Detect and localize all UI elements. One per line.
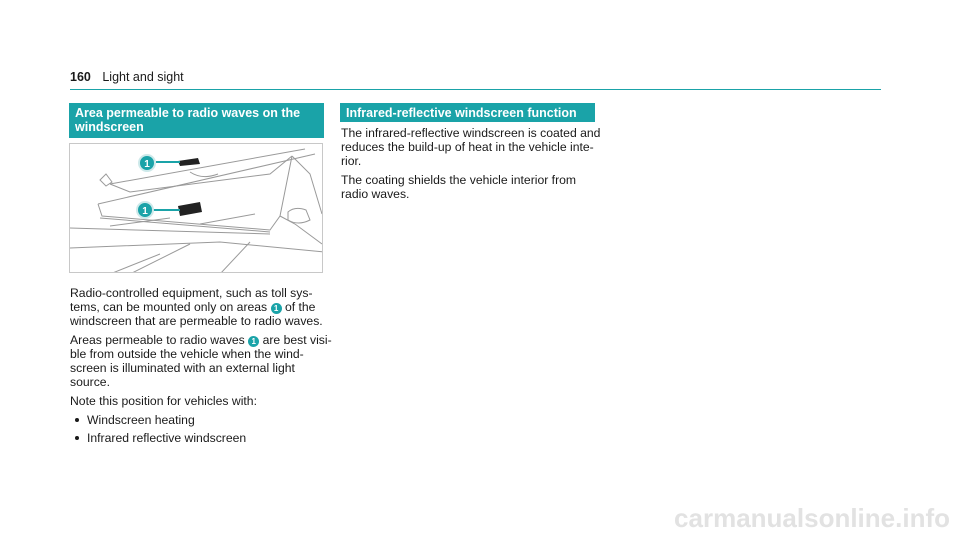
watermark-logo	[540, 505, 960, 533]
windscreen-figure	[69, 143, 323, 273]
paragraph-visibility: Areas permeable to radio waves 1 are best visible from outside the vehicle when the windscreen is illuminated with an external light source.	[70, 333, 332, 389]
list-item: Windscreen heating	[70, 413, 332, 427]
section-title-infrared: Infrared-reflective windscreen function	[340, 103, 595, 122]
page-header	[70, 70, 184, 84]
paragraph-mounting: Radio-controlled equipment, such as toll systems, can be mounted only on areas 1 of the windscreen that are permeable to radio waves.	[70, 286, 323, 328]
callout-badge: 1	[271, 303, 282, 314]
left-column-text	[70, 286, 332, 449]
svg-text:1: 1	[144, 159, 150, 170]
vehicle-feature-list	[70, 413, 332, 445]
paragraph-coating: The infrared-reflective windscreen is coated and reduces the build-up of heat in the vehicle interior.	[341, 126, 601, 168]
svg-text:1: 1	[142, 206, 148, 217]
list-item: Infrared reflective windscreen	[70, 431, 332, 445]
windscreen-illustration	[70, 144, 323, 273]
paragraph-note: Note this position for vehicles with:	[70, 394, 257, 408]
section-name: Light and sight	[102, 70, 184, 84]
svg-text:carmanualsonline.info: carmanualsonline.info	[674, 505, 950, 533]
section-title-radio-area: Area permeable to radio waves on the windscreen	[69, 103, 324, 138]
right-column-text	[341, 126, 601, 206]
callout-badge: 1	[248, 336, 259, 347]
page-number: 160	[70, 70, 91, 84]
header-rule	[70, 89, 881, 90]
paragraph-shielding: The coating shields the vehicle interior from radio waves.	[341, 173, 577, 201]
